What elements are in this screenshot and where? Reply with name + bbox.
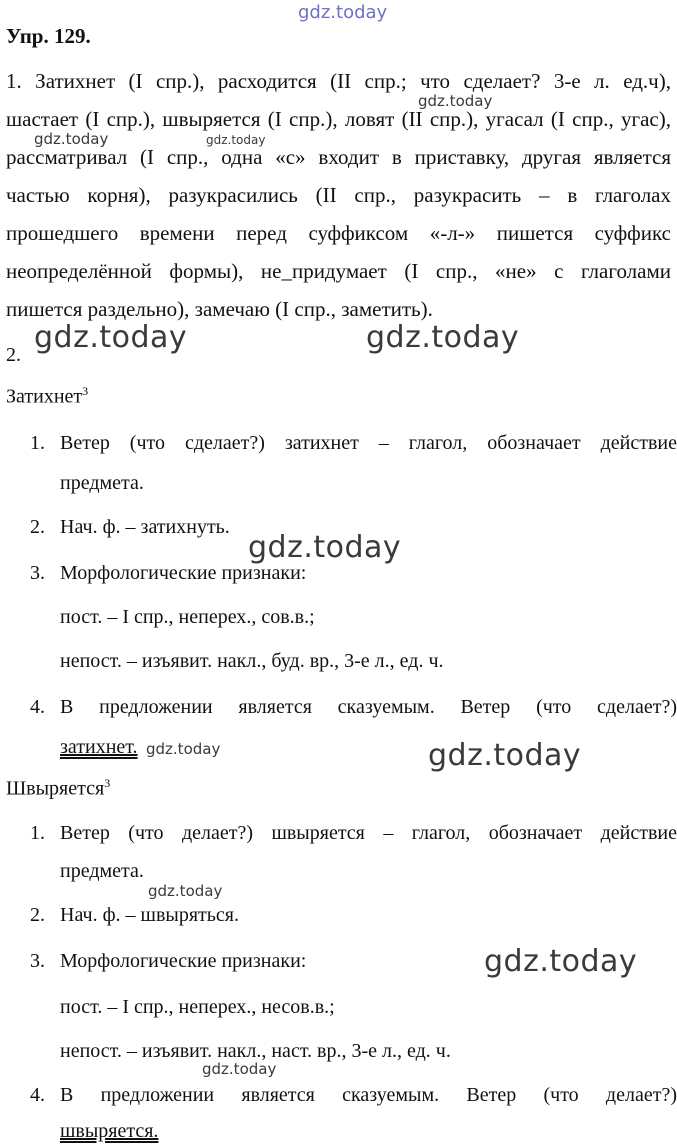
part1-line: пишется раздельно), замечаю (I спр., заметить). xyxy=(6,297,433,321)
item-text: Морфологические признаки: xyxy=(60,562,307,584)
item-number: 4. xyxy=(30,1084,45,1106)
item-number: 3. xyxy=(30,562,45,584)
watermark: gdz.today xyxy=(206,133,266,147)
item-text: Нач. ф. – швыряться. xyxy=(60,904,239,926)
watermark: gdz.today xyxy=(202,1060,277,1078)
item-text: Ветер (что делает?) швыряется – глагол, обозначает действие xyxy=(60,822,677,844)
word-heading-sup: 3 xyxy=(82,384,89,398)
item-number: 1. xyxy=(30,822,45,844)
predicate-word: затихнет. xyxy=(60,736,138,758)
word-heading-text: Швыряется xyxy=(6,777,105,800)
watermark: gdz.today xyxy=(418,92,493,110)
item-text: В предложении является сказуемым. Ветер (что сделает?) xyxy=(60,696,677,718)
const-features: пост. – I спр., неперех., сов.в.; xyxy=(60,606,315,628)
nonconst-features: непост. – изъявит. накл., буд. вр., 3-е л., ед. ч. xyxy=(60,650,444,672)
part1-paragraph xyxy=(6,62,671,328)
item-text-cont: предмета. xyxy=(60,472,144,494)
part2-label: 2. xyxy=(6,344,21,366)
part1-line: рассматривал (I спр., одна «с» входит в приставку, другая является xyxy=(6,145,671,169)
part1-line: 1. Затихнет (I спр.), расходится (II спр.; что сделает? 3-е л. ед.ч), xyxy=(6,69,671,93)
item-text-cont: предмета. xyxy=(60,860,144,882)
word-heading-text: Затихнет xyxy=(6,385,83,408)
item-number: 1. xyxy=(30,432,45,454)
item-number: 4. xyxy=(30,696,45,718)
const-features: пост. – I спр., неперех., несов.в.; xyxy=(60,996,335,1018)
word-heading xyxy=(6,384,88,409)
item-number: 3. xyxy=(30,950,45,972)
part1-line: частью корня), разукрасились (II спр., разукрасить – в глаголах xyxy=(6,183,671,207)
word-heading xyxy=(6,776,110,801)
predicate-word: швыряется. xyxy=(60,1120,159,1142)
watermark: gdz.today xyxy=(428,738,582,773)
watermark: gdz.today xyxy=(34,320,188,355)
part1-line: прошедшего времени перед суффиксом «-л-» пишется суффикс xyxy=(6,221,671,245)
item-text: Нач. ф. – затихнуть. xyxy=(60,516,230,538)
item-number: 2. xyxy=(30,516,45,538)
watermark: gdz.today xyxy=(366,320,520,355)
exercise-title: Упр. 129. xyxy=(6,24,91,48)
watermark: gdz.today xyxy=(146,740,221,758)
item-text: В предложении является сказуемым. Ветер (что делает?) xyxy=(60,1084,677,1106)
watermark: gdz.today xyxy=(484,944,638,979)
nonconst-features: непост. – изъявит. накл., наст. вр., 3-е л., ед. ч. xyxy=(60,1040,451,1062)
part1-line: неопределённой формы), не_придумает (I спр., «не» с глаголами xyxy=(6,259,671,283)
item-number: 2. xyxy=(30,904,45,926)
item-text: Морфологические признаки: xyxy=(60,950,307,972)
word-heading-sup: 3 xyxy=(104,776,111,790)
watermark: gdz.today xyxy=(34,130,109,148)
watermark-top: gdz.today xyxy=(298,2,388,23)
item-text: Ветер (что сделает?) затихнет – глагол, обозначает действие xyxy=(60,432,677,454)
part1-line: шастает (I спр.), швыряется (I спр.), ловят (II спр.), угасал (I спр., угас), xyxy=(6,107,671,131)
watermark: gdz.today xyxy=(248,530,402,565)
watermark: gdz.today xyxy=(148,882,223,900)
